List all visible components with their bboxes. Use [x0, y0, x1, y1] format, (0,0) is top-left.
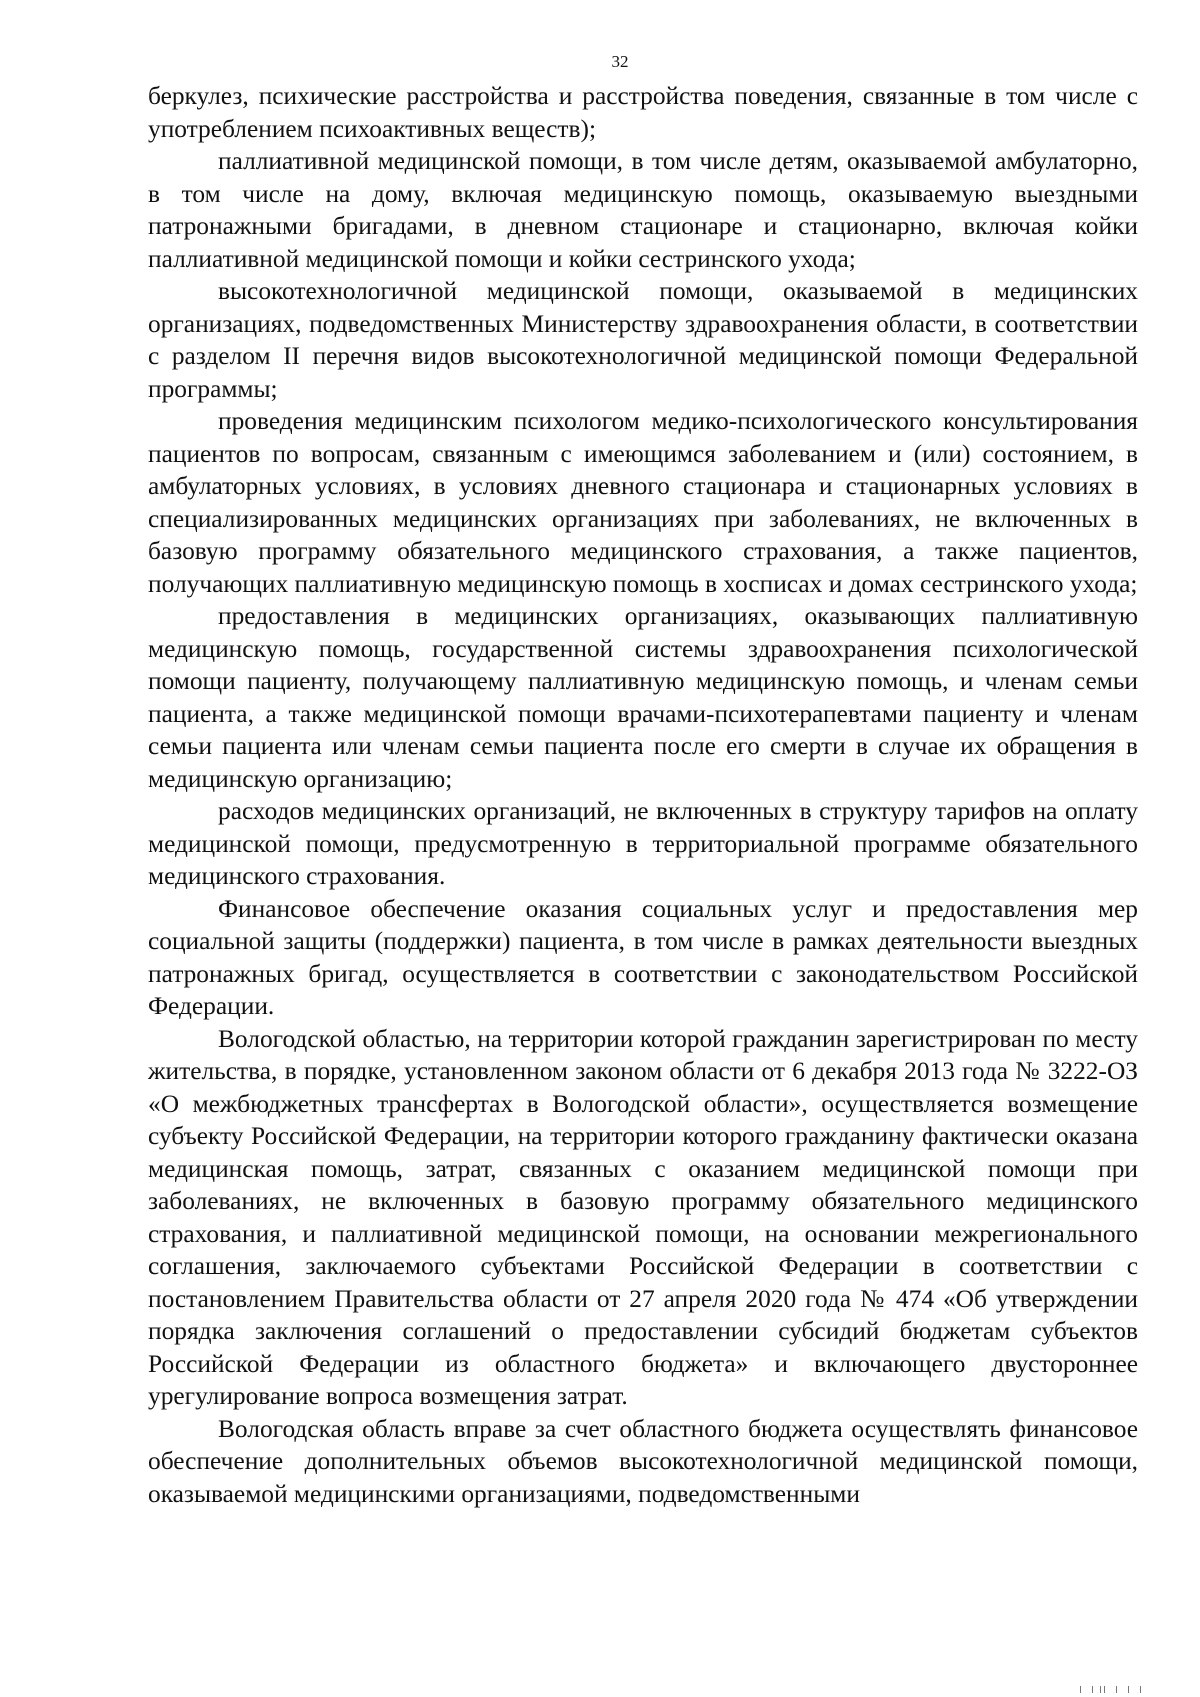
- paragraph-palliative-care: паллиативной медицинской помощи, в том числе детям, оказываемой амбулаторно, в том числе на дому, включая медицинскую помощь, оказываемую выездными патронажными бригадами, в дневном стационаре и стационарно, включая койки паллиативной медицинской помощи и койки сестринского ухода;: [148, 147, 1138, 273]
- paragraph-social-services: Финансовое обеспечение оказания социальных услуг и предоставления мер социальной защиты (поддержки) пациента, в том числе в рамках деятельности выездных патронажных бригад, осуществляется в соответствии с законодательством Российской Федерации.: [148, 894, 1138, 1020]
- paragraph-high-tech-care: высокотехнологичной медицинской помощи, оказываемой в медицинских организациях, подведомственных Министерству здравоохранения области, в соответствии с разделом II перечня видов высокотехнологичной медицинской помощи Федеральной программы;: [148, 277, 1138, 403]
- scan-artifact: [1070, 1683, 1160, 1693]
- page-number: 32: [611, 52, 629, 71]
- paragraph-reimbursement: Вологодской областью, на территории которой гражданин зарегистрирован по месту жительства, в порядке, установленном законом области от 6 декабря 2013 года № 3222-ОЗ «О межбюджетных трансфертах в Вологодской области», осуществляется возмещение субъекту Российской Федерации, на территории которого гражданину фактически оказана медицинская помощь, затрат, связанных с оказанием медицинской помощи при заболеваниях, не включенных в базовую программу обязательного медицинского страхования, и паллиативной медицинской помощи, на основании межрегионального соглашения, заключаемого субъектами Российской Федерации в соответствии с постановлением Правительства области от 27 апреля 2020 года № 474 «Об утверждении порядка заключения соглашений о предоставлении субсидий бюджетам субъектов Российской Федерации из областного бюджета» и включающего двустороннее урегулирование вопроса возмещения затрат.: [148, 1024, 1138, 1410]
- document-body: [148, 80, 1138, 1510]
- paragraph-continuation: беркулез, психические расстройства и расстройства поведения, связанные в том числе с употреблением психоактивных веществ);: [148, 82, 1138, 143]
- paragraph-additional-funding: Вологодская область вправе за счет областного бюджета осуществлять финансовое обеспечение дополнительных объемов высокотехнологичной медицинской помощи, оказываемой медицинскими организациями, подведомственными: [148, 1414, 1138, 1508]
- paragraph-organization-expenses: расходов медицинских организаций, не включенных в структуру тарифов на оплату медицинской помощи, предусмотренную в территориальной программе обязательного медицинского страхования.: [148, 797, 1138, 890]
- paragraph-psychologist-consulting: проведения медицинским психологом медико-психологического консультирования пациентов по вопросам, связанным с имеющимся заболеванием и (или) состоянием, в амбулаторных условиях, в условиях дневного стационара и стационарных условиях в специализированных медицинских организациях при заболеваниях, не включенных в базовую программу обязательного медицинского страхования, а также пациентов, получающих паллиативную медицинскую помощь в хосписах и домах сестринского ухода;: [148, 407, 1138, 598]
- paragraph-psychological-help: предоставления в медицинских организациях, оказывающих паллиативную медицинскую помощь, государственной системы здравоохранения психологической помощи пациенту, получающему паллиативную медицинскую помощь, и членам семьи пациента, а также медицинской помощи врачами-психотерапевтами пациенту и членам семьи пациента или членам семьи пациента после его смерти в случае их обращения в медицинскую организацию;: [148, 602, 1138, 793]
